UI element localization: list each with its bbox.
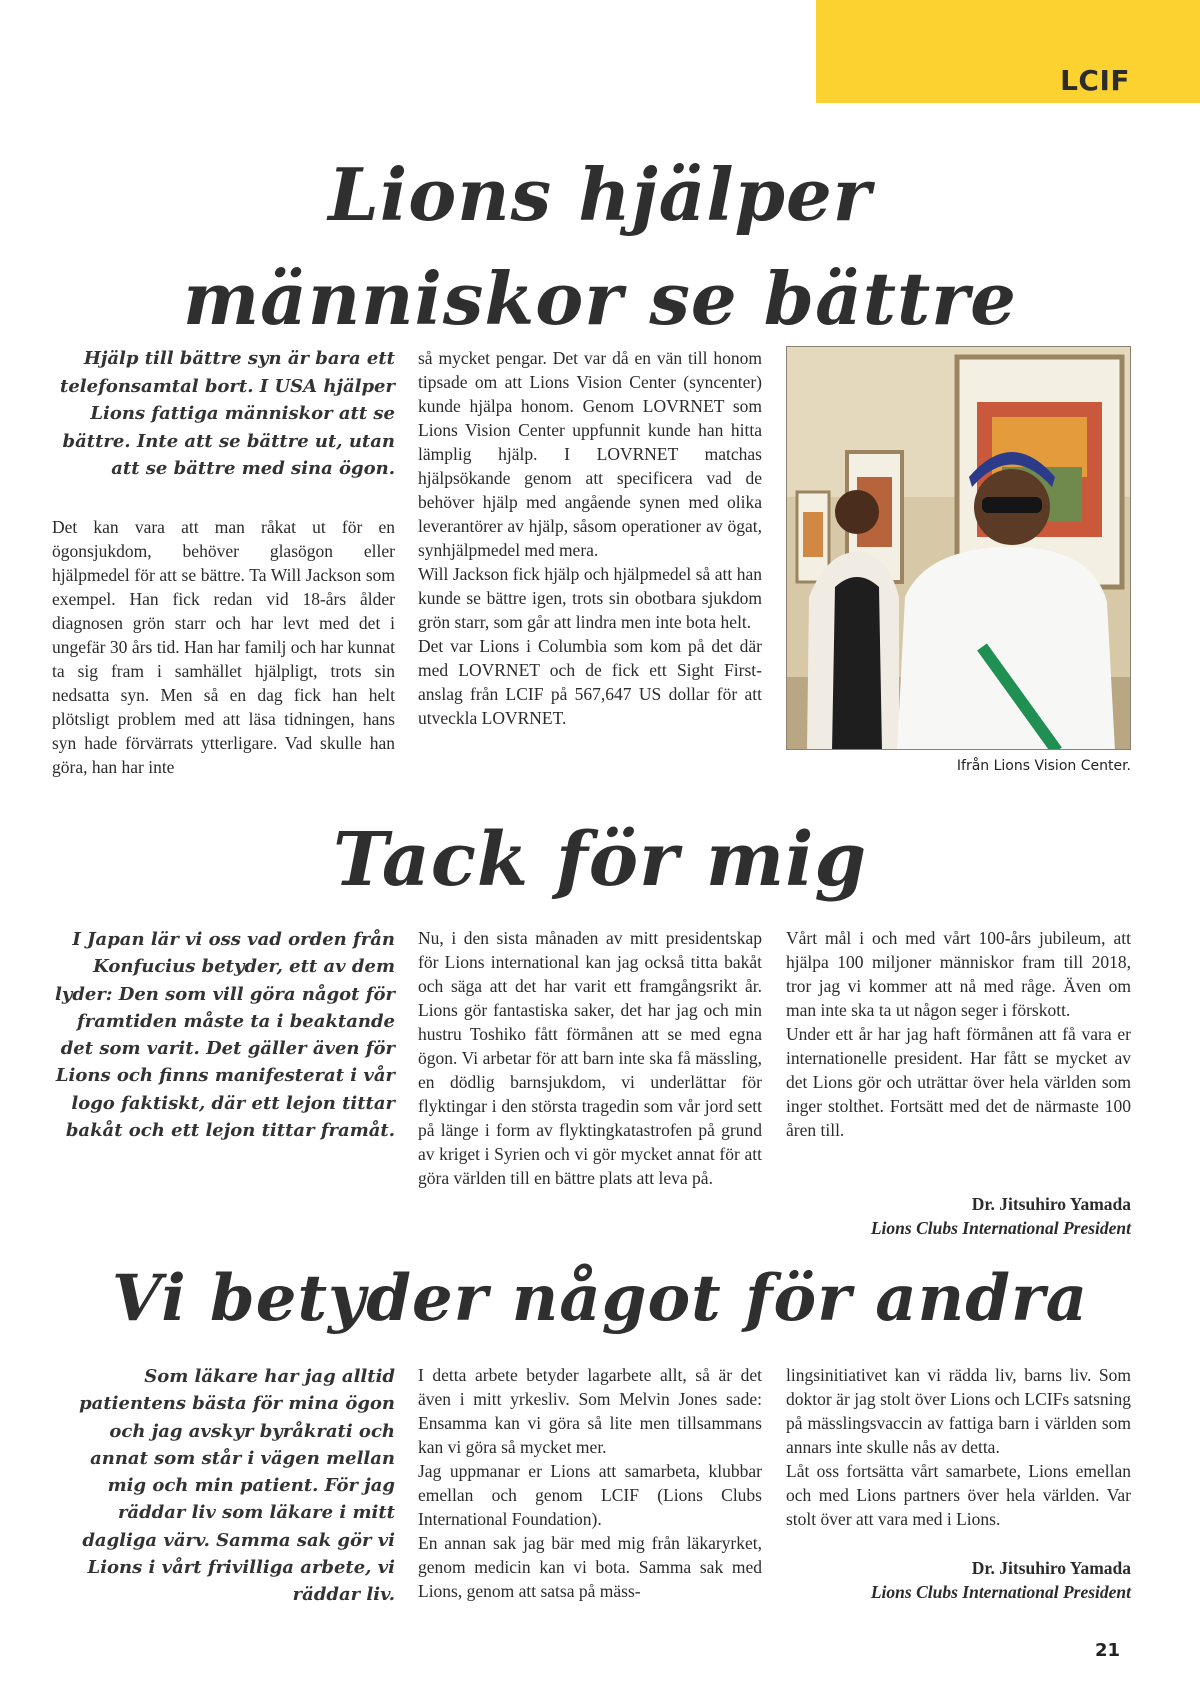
article3-col2-paragraph: En annan sak jag bär med mig från läkaryrket, genom medicin kan vi bota. Samma sak med Lions, genom att satsa på mäss- [418,1533,762,1601]
article3-column2 [418,1363,762,1603]
article1-col2-paragraph: Will Jackson fick hjälp och hjälpmedel så att han kunde se bättre igen, trots sin obotbara sjukdom grön starr, som går att lindra men inte bota helt. [418,564,762,632]
article3-col2-paragraph: I detta arbete betyder lagarbete allt, så är det även i mitt yrkesliv. Som Melvin Jones sade: Ensamma kan vi göra så lite men tillsammans kan vi göra så mycket mer. [418,1365,762,1457]
article3-lead: Som läkare har jag alltid patientens bästa för mina ögon och jag avskyr byråkrati och annat som står i vägen mellan mig och min patient. För jag räddar liv som läkare i mitt dagliga värv. Samma sak gör vi Lions i vårt frivilliga arbete, vi räddar liv. [79,1366,395,1606]
vision-center-photo [786,346,1131,750]
signature-name: Dr. Jitsuhiro Yamada [971,1558,1131,1578]
article2-lead: I Japan lär vi oss vad orden från Konfucius betyder, ett av dem lyder: Den som vill göra något för framtiden måste ta i beaktande det som varit. Det gäller även för Lions och finns manifesterat i vår logo faktiskt, där ett lejon tittar bakåt och ett lejon tittar framåt. [55,929,395,1142]
article1-column1 [52,515,395,779]
article2-column2 [418,926,762,1190]
signature-title: Lions Clubs International President [870,1582,1131,1602]
signature-title: Lions Clubs International President [870,1218,1131,1238]
article3-col3-paragraph: lingsinitiativet kan vi rädda liv, barns liv. Som doktor är jag stolt över Lions och LCIFs satsning på mässlingsvaccin av fattiga barn i världen som annars inte skulle nås av detta. [786,1365,1131,1457]
section-tag-label: LCIF [1060,64,1130,97]
page-number: 21 [1094,1640,1120,1661]
article1-col2-paragraph: Det var Lions i Columbia som kom på det där med LOVRNET och de fick ett Sight First-anslag från LCIF på 567,647 US dollar för att utveckla LOVRNET. [418,636,762,728]
signature-name: Dr. Jitsuhiro Yamada [971,1194,1131,1214]
article2-col3-paragraph: Vårt mål i och med vårt 100-års jubileum, att hjälpa 100 miljoner människor fram till 2018, tror jag vi kommer att nå med råge. Även om man inte ska ta ut någon seger i förskott. [786,928,1131,1020]
article1-title-line1: Lions hjälper [328,152,872,237]
article1-lead: Hjälp till bättre syn är bara ett telefonsamtal bort. I USA hjälper Lions fattiga människor att se bättre. Inte att se bättre ut, utan att se bättre med sina ögon. [60,348,395,479]
article3-signature [731,1556,1131,1604]
article1-col2-paragraph: så mycket pengar. Det var då en vän till honom tipsade om att Lions Vision Center (syncenter) kunde hjälpa honom. Genom LOVRNET som Lions Vision Center uppfunnit kunde han hitta lämplig hjälp. I LOVRNET matchas hjälpsökande genom att specificera vad de behöver hjälp med angående synen med olika leverantörer av hjälp, såsom operationer av ögat, synhjälpmedel med mera. [418,348,762,560]
article3-title: Vi betyder något för andra [111,1261,1089,1336]
photo-caption: Ifrån Lions Vision Center. [956,758,1131,774]
article2-signature [731,1192,1131,1240]
article2-title: Tack för mig [332,817,868,903]
article1-title-line2: människor se bättre [183,256,1017,341]
article2-col3-paragraph: Under ett år har jag haft förmånen att få vara er internationelle president. Har fått se mycket av det Lions gör och uträttar över hela världen som inger stolthet. Fortsätt med det de närmaste 100 åren till. [786,1024,1131,1140]
article1-column2 [418,346,762,730]
article1-col1-paragraph: Det kan vara att man råkat ut för en ögonsjukdom, behöver glasögon eller hjälpmedel för att se bättre. Ta Will Jackson som exempel. Han fick redan vid 18-års ålder diagnosen grön starr och har levt med det i ungefär 30 års tid. Han har familj och har kunnat ta sig fram i samhället hjälpligt, trots sin nedsatta syn. Men så en dag fick han helt plötsligt problem med att läsa tidningen, hans syn hade förvärrats ytterligare. Vad skulle han göra, han har inte [52,517,395,777]
section-tag [816,0,1200,103]
article1-title [0,143,1200,351]
article3-col2-paragraph: Jag uppmanar er Lions att samarbeta, klubbar emellan och genom LCIF (Lions Clubs International Foundation). [418,1461,762,1529]
article3-col3-paragraph: Låt oss fortsätta vårt samarbete, Lions emellan och med Lions partners över hela världen. Var stolt över att vara med i Lions. [786,1461,1131,1529]
article2-column3 [786,926,1131,1142]
article3-column3 [786,1363,1131,1531]
article2-col2-paragraph: Nu, i den sista månaden av mitt presidentskap för Lions international kan jag också titta bakåt och säga att det har varit ett framgångsrikt år. Lions gör fantastiska saker, det har jag och min hustru Toshiko fått förmånen att se med egna ögon. Vi arbetar för att barn inte ska få mässling, en dödlig barnsjukdom, vi underlättar för flyktingar i den största tragedin som vår jord sett på länge i form av flyktingkatastrofen på grund av kriget i Syrien och vi gör mycket annat för att göra världen till en bättre plats att leva på. [418,928,762,1188]
